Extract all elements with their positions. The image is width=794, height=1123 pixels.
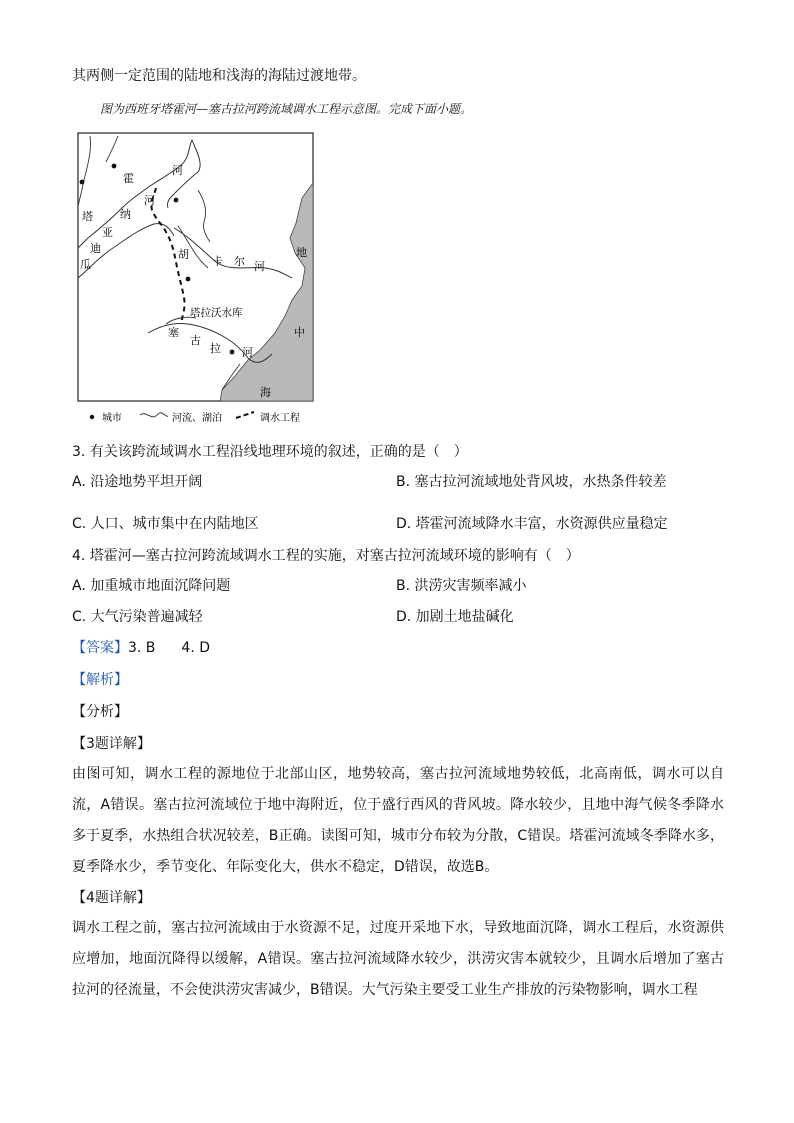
city-dot <box>186 277 191 282</box>
intro-line: 其两侧一定范围的陆地和浅海的海陆过渡地带。 <box>72 68 366 84</box>
q4-option-d[interactable]: D. 加剧土地盐碱化 <box>396 609 514 625</box>
water-transfer-map <box>70 128 320 433</box>
map-label: 霍 <box>123 172 134 185</box>
answer-q3: 3. B <box>128 640 156 656</box>
map-label: 河 <box>144 194 155 207</box>
q3-option-d[interactable]: D. 塔霍河流域降水丰富，水资源供应量稳定 <box>396 516 668 532</box>
map-label: 卡 <box>212 255 223 268</box>
reservoir-label: 塔拉沃水库 <box>190 307 243 319</box>
detail3-tag: 【3题详解】 <box>72 736 151 752</box>
q4-option-c[interactable]: C. 大气污染普遍减轻 <box>72 609 203 625</box>
map-label: 河 <box>242 346 253 359</box>
tajo-river <box>78 140 192 248</box>
legend-city-label: 城市 <box>102 413 122 424</box>
answer-line <box>72 638 210 658</box>
map-label: 海 <box>260 386 271 399</box>
map-label: 塞 <box>168 326 179 339</box>
right-branch <box>198 190 210 242</box>
answer-tag: 【答案】 <box>72 640 128 656</box>
tajo-tributary-2 <box>106 136 118 162</box>
map-label: 瓜 <box>80 258 91 271</box>
detail4-tag: 【4题详解】 <box>72 890 151 906</box>
q3-stem: 3. 有关该跨流域调水工程沿线地理环境的叙述，正确的是（ ） <box>72 444 468 460</box>
map-label: 古 <box>190 334 201 347</box>
map-label: 河 <box>172 164 183 177</box>
map-label: 拉 <box>210 342 221 355</box>
legend-city-icon <box>90 415 94 419</box>
fenxi-tag: 【分析】 <box>72 704 128 720</box>
city-dot <box>230 350 235 355</box>
map-label: 胡 <box>178 248 189 261</box>
figure-caption: 图为西班牙塔霍河—塞古拉河跨流域调水工程示意图。完成下面小题。 <box>100 102 473 116</box>
analysis-tag: 【解析】 <box>72 672 128 688</box>
map-label: 纳 <box>120 208 131 221</box>
q4-option-b[interactable]: B. 洪涝灾害频率减小 <box>396 578 527 594</box>
map-label: 尔 <box>234 255 245 268</box>
q4-option-a[interactable]: A. 加重城市地面沉降问题 <box>72 578 231 594</box>
q3-option-c[interactable]: C. 人口、城市集中在内陆地区 <box>72 516 259 532</box>
city-dot <box>80 180 85 185</box>
q3-option-b[interactable]: B. 塞古拉河流域地处背风坡，水热条件较差 <box>396 474 667 490</box>
tajo-tributary <box>78 136 91 206</box>
city-dot <box>174 198 179 203</box>
map-label: 塔 <box>82 210 93 223</box>
map-label: 河 <box>254 260 265 273</box>
map-label: 亚 <box>102 226 113 239</box>
jucar-river <box>174 228 292 278</box>
map-label: 迪 <box>90 242 101 255</box>
answer-q4: 4. D <box>181 640 211 656</box>
legend-project-label: 调水工程 <box>260 413 300 424</box>
q4-stem: 4. 塔霍河—塞古拉河跨流域调水工程的实施，对塞古拉河流域环境的影响有（ ） <box>72 548 580 564</box>
q3-option-a[interactable]: A. 沿途地势平坦开阔 <box>72 474 203 490</box>
detail4-text: 调水工程之前，塞古拉河流域由于水资源不足，过度开采地下水，导致地面沉降，调水工程后，水资源供应增加，地面沉降得以缓解，A错误。塞古拉河流域降水较少，洪涝灾害本就较少，且调水后增加了塞古拉河的径流量，不会使洪涝灾害减少，B错误。大气污染主要受工业生产排放的污染物影响，调水工程 <box>72 920 724 998</box>
mediterranean-sea <box>220 183 313 401</box>
map-label: 中 <box>294 326 305 339</box>
legend-project-icon <box>236 412 254 418</box>
jucar-tributary <box>178 226 208 268</box>
detail3-text: 由图可知，调水工程的源地位于北部山区，地势较高，塞古拉河流域地势较低，北高南低，调水可以自流，A错误。塞古拉河流域位于地中海附近，位于盛行西风的背风坡。降水较少，且地中海气候冬季降水多于夏季，水热组合状况较差，B正确。读图可知，城市分布较为分散，C错误。塔霍河流域冬季降水多，夏季降水少，季节变化、年际变化大，供水不稳定，D错误，故选B。 <box>72 766 724 875</box>
map-label: 地 <box>296 246 307 259</box>
legend-river-label: 河流、湖泊 <box>172 413 222 424</box>
city-dot <box>112 164 117 169</box>
legend-river-icon <box>140 413 168 417</box>
